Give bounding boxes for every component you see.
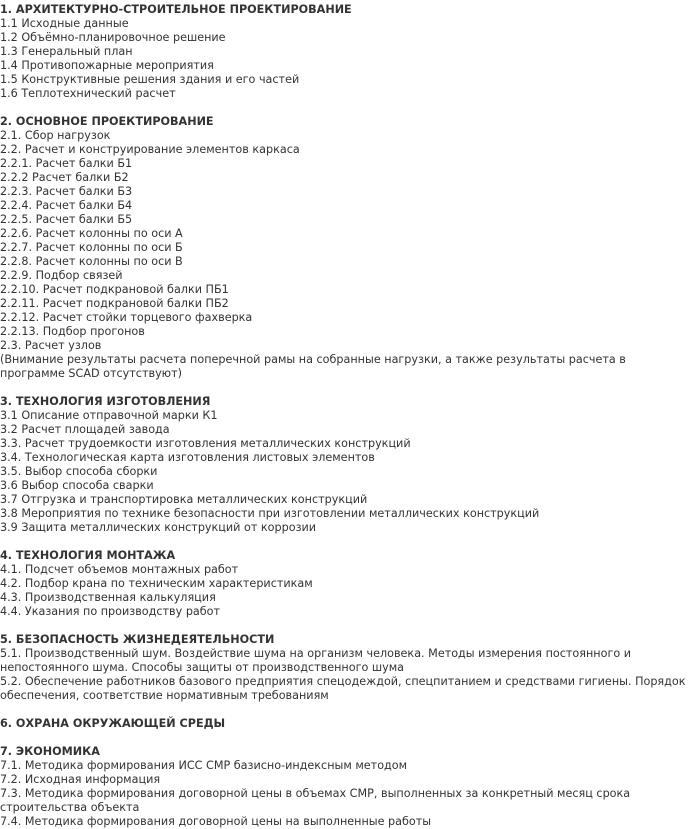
section-6 bbox=[0, 717, 690, 731]
toc-item: 3.6 Выбор способа сварки bbox=[0, 479, 154, 492]
toc-item: 1.5 Конструктивные решения здания и его частей bbox=[0, 73, 300, 86]
toc-item: 2.2.11. Расчет подкрановой балки ПБ2 bbox=[0, 297, 229, 310]
toc-item: 3.1 Описание отправочной марки К1 bbox=[0, 409, 218, 422]
toc-item: 2.1. Сбор нагрузок bbox=[0, 129, 111, 142]
section-title: 4. ТЕХНОЛОГИЯ МОНТАЖА bbox=[0, 549, 176, 562]
section-title: 5. БЕЗОПАСНОСТЬ ЖИЗНЕДЕЯТЕЛЬНОСТИ bbox=[0, 633, 275, 646]
toc-item: 2.2.6. Расчет колонны по оси А bbox=[0, 227, 183, 240]
toc-item: 7.4. Методика формирования договорной цены на выполненные работы bbox=[0, 815, 432, 828]
toc-item: 2.2.12. Расчет стойки торцевого фахверка bbox=[0, 311, 253, 324]
toc-item: 2.2.2 Расчет балки Б2 bbox=[0, 171, 129, 184]
toc-item: 1.6 Теплотехнический расчет bbox=[0, 87, 176, 100]
toc-item: 4.1. Подсчет объемов монтажных работ bbox=[0, 563, 239, 576]
toc-item: (Внимание результаты расчета поперечной рамы на собранные нагрузки, а также результаты расчета в программе SCAD отсутствуют) bbox=[0, 353, 626, 380]
section-title: 7. ЭКОНОМИКА bbox=[0, 745, 100, 758]
section-3 bbox=[0, 395, 690, 535]
toc-item: 2.2. Расчет и конструирование элементов каркаса bbox=[0, 143, 300, 156]
section-5 bbox=[0, 633, 690, 703]
toc-item: 2.2.13. Подбор прогонов bbox=[0, 325, 145, 338]
section-title: 6. ОХРАНА ОКРУЖАЮЩЕЙ СРЕДЫ bbox=[0, 717, 226, 730]
toc-item: 2.2.1. Расчет балки Б1 bbox=[0, 157, 133, 170]
section-4 bbox=[0, 549, 690, 619]
toc-item: 2.2.3. Расчет балки Б3 bbox=[0, 185, 133, 198]
toc-item: 2.2.9. Подбор связей bbox=[0, 269, 123, 282]
toc-item: 2.2.10. Расчет подкрановой балки ПБ1 bbox=[0, 283, 229, 296]
toc-item: 3.8 Мероприятия по технике безопасности при изготовлении металлических конструкций bbox=[0, 507, 540, 520]
toc-item: 1.1 Исходные данные bbox=[0, 17, 129, 30]
toc-item: 4.2. Подбор крана по техническим характеристикам bbox=[0, 577, 313, 590]
toc-item: 7.2. Исходная информация bbox=[0, 773, 161, 786]
toc-item: 3.4. Технологическая карта изготовления листовых элементов bbox=[0, 451, 375, 464]
toc-item: 3.7 Отгрузка и транспортировка металлических конструкций bbox=[0, 493, 368, 506]
toc-item: 7.1. Методика формирования ИСС СМР базисно-индексным методом bbox=[0, 759, 408, 772]
toc-item: 1.3 Генеральный план bbox=[0, 45, 133, 58]
toc-item: 7.3. Методика формирования договорной цены в объемах СМР, выполненных за конкретный месяц срока строительства объекта bbox=[0, 787, 631, 814]
section-2 bbox=[0, 115, 690, 381]
toc-item: 3.3. Расчет трудоемкости изготовления металлических конструкций bbox=[0, 437, 411, 450]
toc-item: 2.2.7. Расчет колонны по оси Б bbox=[0, 241, 183, 254]
toc-item: 4.4. Указания по производству работ bbox=[0, 605, 221, 618]
section-title: 2. ОСНОВНОЕ ПРОЕКТИРОВАНИЕ bbox=[0, 115, 214, 128]
toc-item: 2.3. Расчет узлов bbox=[0, 339, 102, 352]
section-title: 1. АРХИТЕКТУРНО-СТРОИТЕЛЬНОЕ ПРОЕКТИРОВАНИЕ bbox=[0, 3, 352, 16]
toc-item: 3.2 Расчет площадей завода bbox=[0, 423, 170, 436]
toc-item: 1.2 Объёмно-планировочное решение bbox=[0, 31, 226, 44]
toc-item: 5.2. Обеспечение работников базового предприятия спецодеждой, спецпитанием и средствами гигиены. Порядок обеспечения, соответствие нормативным требованиям bbox=[0, 675, 686, 702]
toc-item: 5.1. Производственный шум. Воздействие шума на организм человека. Методы измерения постоянного и непостоянного шума. Способы защиты от производственного шума bbox=[0, 647, 632, 674]
toc-item: 1.4 Противопожарные мероприятия bbox=[0, 59, 214, 72]
toc-item: 2.2.8. Расчет колонны по оси В bbox=[0, 255, 183, 268]
section-1 bbox=[0, 3, 690, 101]
toc-item: 3.9 Защита металлических конструкций от коррозии bbox=[0, 521, 317, 534]
section-7 bbox=[0, 745, 690, 829]
toc-item: 2.2.5. Расчет балки Б5 bbox=[0, 213, 133, 226]
toc-item: 3.5. Выбор способа сборки bbox=[0, 465, 158, 478]
toc-item: 2.2.4. Расчет балки Б4 bbox=[0, 199, 133, 212]
section-title: 3. ТЕХНОЛОГИЯ ИЗГОТОВЛЕНИЯ bbox=[0, 395, 211, 408]
toc-item: 4.3. Производственная калькуляция bbox=[0, 591, 216, 604]
